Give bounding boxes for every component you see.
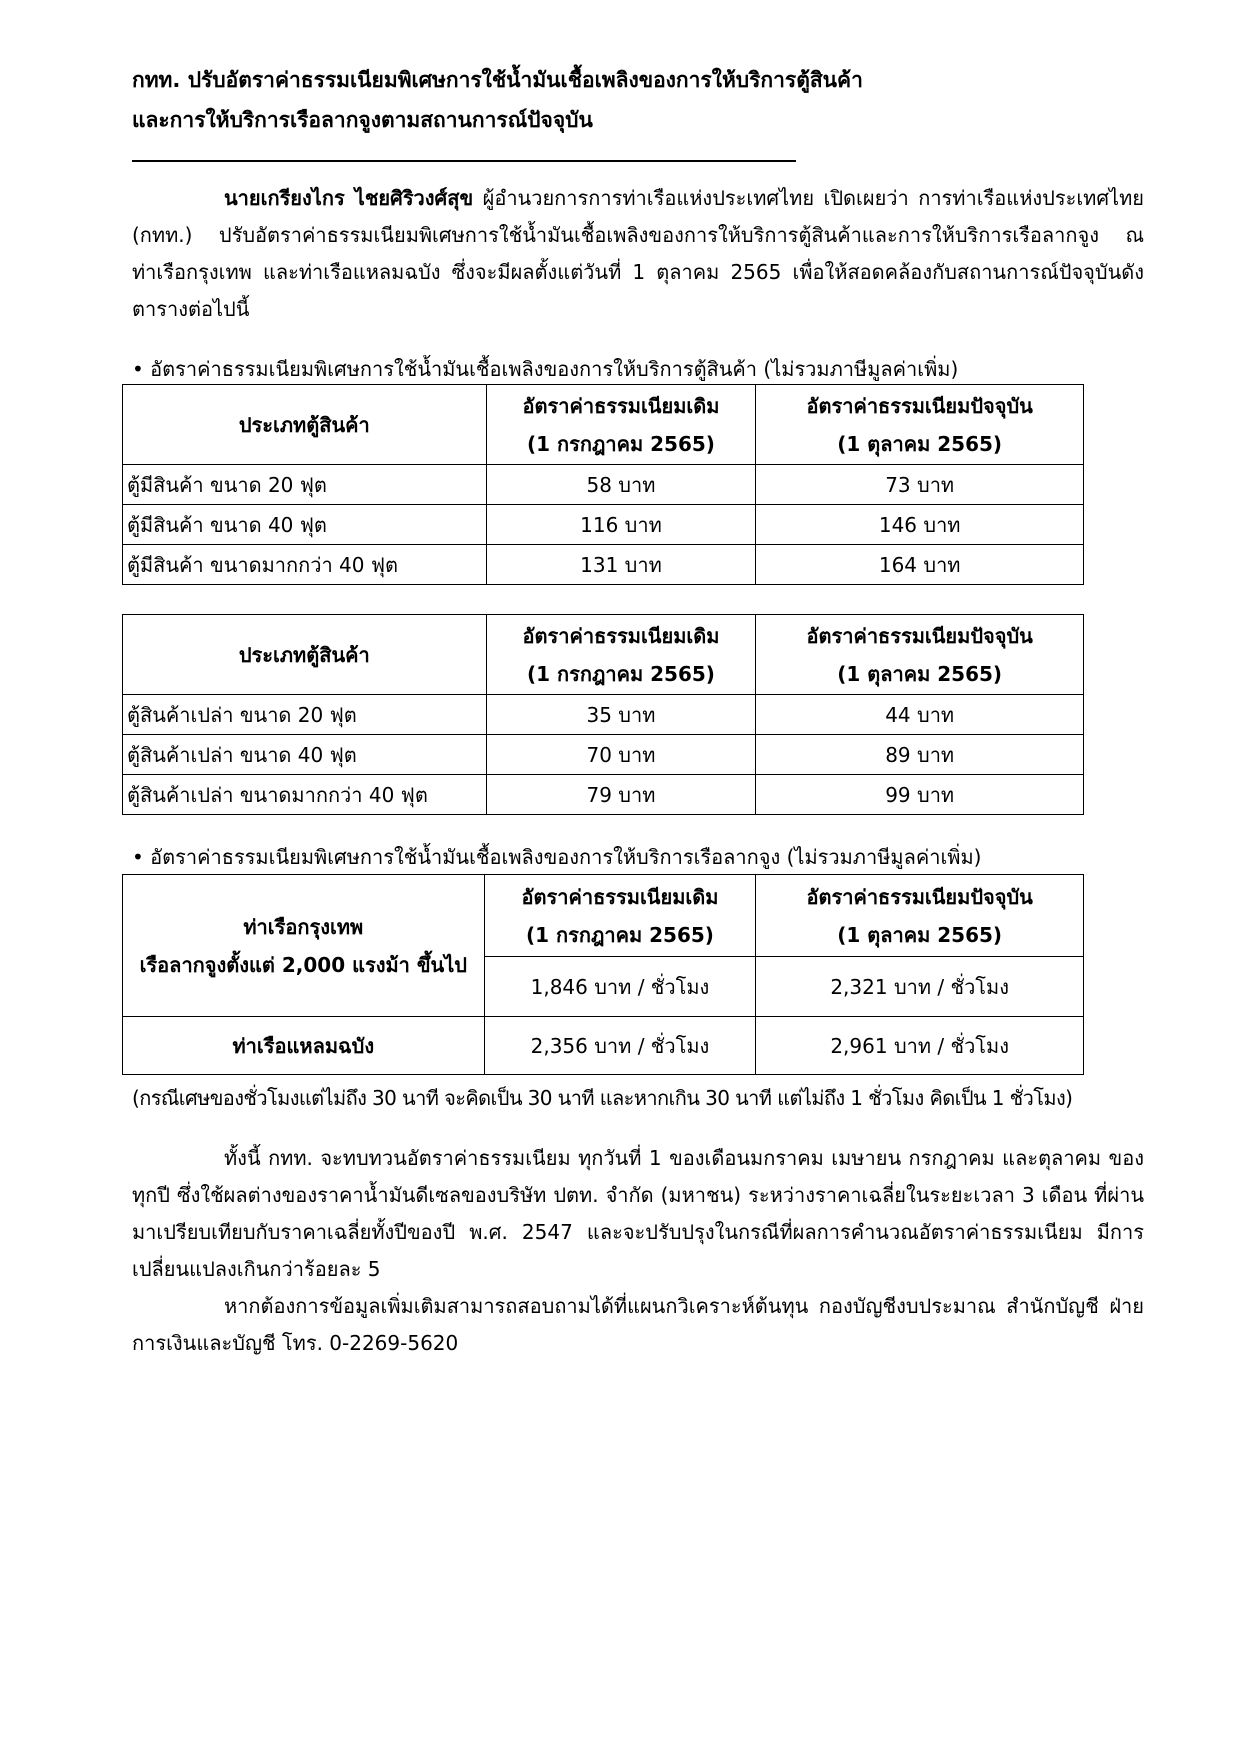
cell-old: 116 บาท: [486, 505, 756, 545]
cell-type: ตู้สินค้าเปล่า ขนาด 20 ฟุต: [123, 695, 487, 735]
director-name: นายเกรียงไกร ไชยศิริวงศ์สุข: [224, 186, 474, 210]
cell-old: 58 บาท: [486, 465, 756, 505]
cell-new: 44 บาท: [756, 695, 1084, 735]
cell-type: ตู้สินค้าเปล่า ขนาดมากกว่า 40 ฟุต: [123, 775, 487, 815]
loaded-container-table: [122, 384, 1084, 585]
table-row: [123, 465, 1084, 505]
header-new: อัตราค่าธรรมเนียมปัจจุบัน (1 ตุลาคม 2565): [756, 385, 1084, 465]
cell-new: 164 บาท: [756, 545, 1084, 585]
table-row: [123, 735, 1084, 775]
bullet-tugboat-fees: • อัตราค่าธรรมเนียมพิเศษการใช้น้ำมันเชื้อเพลิงของการให้บริการเรือลากจูง (ไม่รวมภาษีมูลค่าเพิ่ม): [132, 845, 982, 869]
cell-type: ตู้มีสินค้า ขนาด 20 ฟุต: [123, 465, 487, 505]
cell-new: 146 บาท: [756, 505, 1084, 545]
header-new: อัตราค่าธรรมเนียมปัจจุบัน (1 ตุลาคม 2565): [756, 615, 1084, 695]
rounding-note: (กรณีเศษของชั่วโมงแต่ไม่ถึง 30 นาที จะคิดเป็น 30 นาที และหากเกิน 30 นาที แต่ไม่ถึง 1 ชั่วโมง คิดเป็น 1 ชั่วโมง): [132, 1086, 1073, 1110]
cell-old: 79 บาท: [486, 775, 756, 815]
table-row: [123, 545, 1084, 585]
intro-text: ผู้อำนวยการการท่าเรือแห่งประเทศไทย เปิดเผยว่า การท่าเรือแห่งประเทศไทย (กทท.) ปรับอัตราค่าธรรมเนียมพิเศษการใช้น้ำมันเชื้อเพลิงของการให้บริการตู้สินค้าและการให้บริการเรือลากจูง ณ ท่าเรือกรุงเทพ และท่าเรือแหลมฉบัง ซึ่งจะมีผลตั้งแต่วันที่ 1 ตุลาคม 2565 เพื่อให้สอดคล้องกับสถานการณ์ปัจจุบันดังตารางต่อไปนี้: [132, 186, 1144, 321]
cell-old: 1,846 บาท / ชั่วโมง: [484, 957, 756, 1017]
table-row: [123, 505, 1084, 545]
cell-old: 131 บาท: [486, 545, 756, 585]
headline-line-1: กทท. ปรับอัตราค่าธรรมเนียมพิเศษการใช้น้ำมันเชื้อเพลิงของการให้บริการตู้สินค้า: [132, 68, 863, 92]
cell-type: ตู้สินค้าเปล่า ขนาด 40 ฟุต: [123, 735, 487, 775]
review-paragraph: ทั้งนี้ กทท. จะทบทวนอัตราค่าธรรมเนียม ทุกวันที่ 1 ของเดือนมกราคม เมษายน กรกฎาคม และตุลาคม ของทุกปี ซึ่งใช้ผลต่างของราคาน้ำมันดีเซลของบริษัท ปตท. จำกัด (มหาชน) ระหว่างราคาเฉลี่ยในระยะเวลา 3 เดือน ที่ผ่านมาเปรียบเทียบกับราคาเฉลี่ยทั้งปีของปี พ.ศ. 2547 และจะปรับปรุงในกรณีที่ผลการคำนวณอัตราค่าธรรมเนียม มีการเปลี่ยนแปลงเกินกว่าร้อยละ 5: [132, 1146, 1144, 1281]
table-row: [123, 1017, 1084, 1075]
header-new: อัตราค่าธรรมเนียมปัจจุบัน (1 ตุลาคม 2565): [756, 875, 1084, 957]
headline: [132, 60, 1144, 140]
header-old: อัตราค่าธรรมเนียมเดิม (1 กรกฎาคม 2565): [486, 615, 756, 695]
header-old: อัตราค่าธรรมเนียมเดิม (1 กรกฎาคม 2565): [484, 875, 756, 957]
table-header-row: [123, 385, 1084, 465]
separator-line: [132, 160, 796, 162]
cell-type: ตู้มีสินค้า ขนาดมากกว่า 40 ฟุต: [123, 545, 487, 585]
lcb-port-label: ท่าเรือแหลมฉบัง: [123, 1017, 485, 1075]
cell-new: 89 บาท: [756, 735, 1084, 775]
cell-type: ตู้มีสินค้า ขนาด 40 ฟุต: [123, 505, 487, 545]
table-header-row: [123, 615, 1084, 695]
cell-old: 70 บาท: [486, 735, 756, 775]
cell-new: 2,961 บาท / ชั่วโมง: [756, 1017, 1084, 1075]
cell-old: 2,356 บาท / ชั่วโมง: [484, 1017, 756, 1075]
cell-new: 2,321 บาท / ชั่วโมง: [756, 957, 1084, 1017]
table-row: [123, 695, 1084, 735]
tugboat-table: [122, 874, 1084, 1075]
cell-old: 35 บาท: [486, 695, 756, 735]
cell-new: 73 บาท: [756, 465, 1084, 505]
contact-paragraph: หากต้องการข้อมูลเพิ่มเติมสามารถสอบถามได้ที่แผนกวิเคราะห์ต้นทุน กองบัญชีงบประมาณ สำนักบัญชี ฝ่ายการเงินและบัญชี โทร. 0-2269-5620: [132, 1294, 1144, 1355]
header-type: ประเภทตู้สินค้า: [123, 385, 487, 465]
empty-container-table: [122, 614, 1084, 815]
table-row: [123, 775, 1084, 815]
intro-paragraph: [132, 180, 1144, 328]
cell-new: 99 บาท: [756, 775, 1084, 815]
header-old: อัตราค่าธรรมเนียมเดิม (1 กรกฎาคม 2565): [486, 385, 756, 465]
bullet-container-fees: • อัตราค่าธรรมเนียมพิเศษการใช้น้ำมันเชื้อเพลิงของการให้บริการตู้สินค้า (ไม่รวมภาษีมูลค่าเพิ่ม): [132, 357, 959, 381]
header-type: ประเภทตู้สินค้า: [123, 615, 487, 695]
table-row: [123, 875, 1084, 957]
headline-line-2: และการให้บริการเรือลากจูงตามสถานการณ์ปัจจุบัน: [132, 108, 593, 132]
bkk-port-label: ท่าเรือกรุงเทพ เรือลากจูงตั้งแต่ 2,000 แรงม้า ขึ้นไป: [123, 875, 485, 1017]
